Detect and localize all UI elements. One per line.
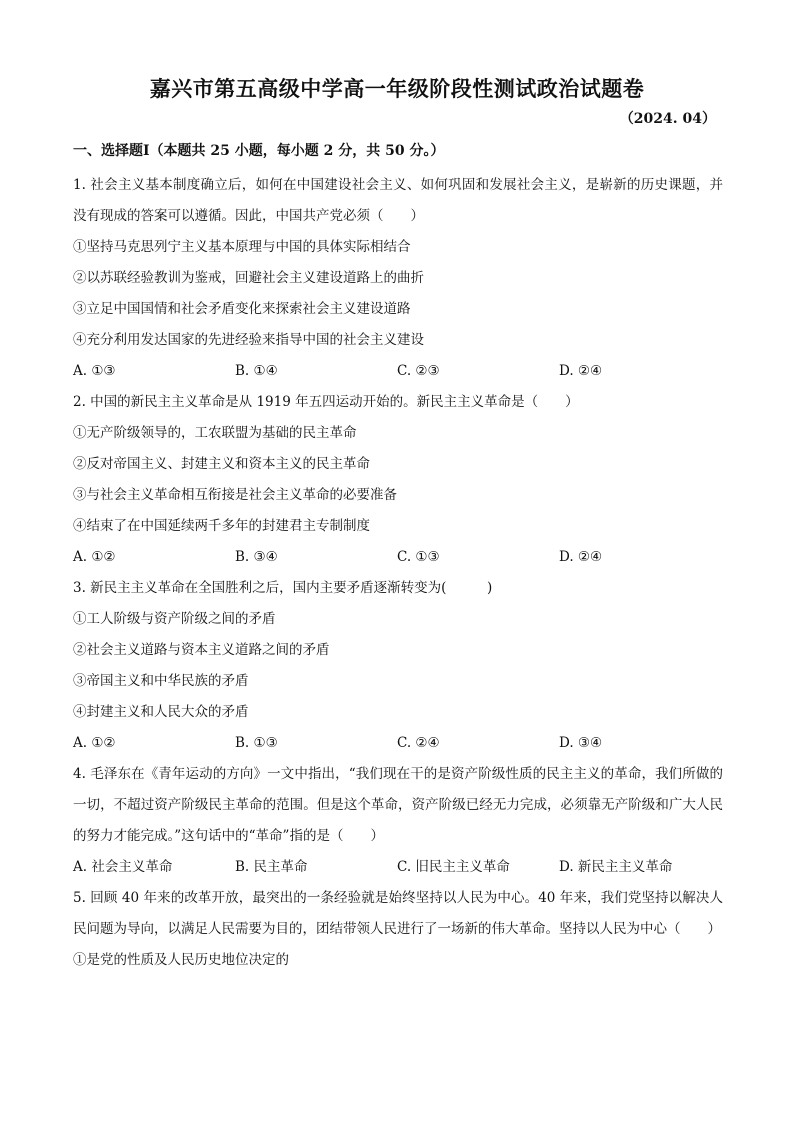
statement-option: ①是党的性质及人民历史地位决定的	[73, 952, 289, 968]
statement-option: ①坚持马克思列宁主义基本原理与中国的具体实际相结合	[73, 239, 411, 255]
answer-choice: B. ①③	[235, 735, 278, 751]
statement-option: ②以苏联经验教训为鉴戒，回避社会主义建设道路上的曲折	[73, 270, 424, 286]
question-4	[73, 759, 723, 883]
answer-choice: C. ①③	[397, 549, 440, 565]
answer-choices	[73, 542, 723, 573]
question-3	[73, 573, 723, 759]
question-stem: 5. 回顾 40 年来的改革开放，最突出的一条经验就是始终坚持以人民为中心。40 年来，我们党坚持以解决人民问题为导向，以满足人民需要为目的，团结带领人民进行了一场新的伟大革命。坚持以人民为中心（ ）	[73, 890, 723, 937]
statement-option: ②社会主义道路与资本主义道路之间的矛盾	[73, 642, 330, 658]
answer-choice: B. 民主革命	[235, 859, 308, 875]
statement-option: ①工人阶级与资产阶级之间的矛盾	[73, 611, 276, 627]
answer-choice: D. ③④	[559, 735, 603, 751]
question-5	[73, 883, 723, 976]
answer-choice: A. ①②	[73, 735, 116, 751]
section-heading: 一、选择题Ⅰ（本题共 25 小题，每小题 2 分，共 50 分。）	[73, 143, 445, 159]
answer-choice: A. ①②	[73, 549, 116, 565]
statement-option: ③与社会主义革命相互衔接是社会主义革命的必要准备	[73, 487, 397, 503]
answer-choice: D. ②④	[559, 549, 603, 565]
question-stem: 1. 社会主义基本制度确立后，如何在中国建设社会主义、如何巩固和发展社会主义，是崭新的历史课题，并没有现成的答案可以遵循。因此，中国共产党必须（ ）	[73, 177, 723, 224]
question-stem: 3. 新民主主义革命在全国胜利之后，国内主要矛盾逐渐转变为( )	[73, 580, 493, 596]
answer-choice: D. ②④	[559, 363, 603, 379]
question-stem: 2. 中国的新民主主义革命是从 1919 年五四运动开始的。新民主主义革命是（ ）	[73, 394, 579, 410]
statement-option: ④充分利用发达国家的先进经验来指导中国的社会主义建设	[73, 332, 424, 348]
question-2	[73, 387, 723, 573]
statement-option: ④封建主义和人民大众的矛盾	[73, 704, 249, 720]
answer-choice: D. 新民主主义革命	[559, 859, 673, 875]
statement-option: ④结束了在中国延续两千多年的封建君主专制制度	[73, 518, 370, 534]
question-1	[73, 170, 723, 387]
question-stem: 4. 毛泽东在《青年运动的方向》一文中指出，“我们现在干的是资产阶级性质的民主主义的革命，我们所做的一切，不超过资产阶级民主革命的范围。但是这个革命，资产阶级已经无力完成，必须靠无产阶级和广大人民的努力才能完成。”这句话中的“革命”指的是（ ）	[73, 766, 723, 844]
answer-choices	[73, 356, 723, 387]
question-list	[73, 170, 723, 976]
statement-option: ①无产阶级领导的，工农联盟为基础的民主革命	[73, 425, 357, 441]
answer-choice: B. ③④	[235, 549, 278, 565]
statement-option: ③帝国主义和中华民族的矛盾	[73, 673, 249, 689]
answer-choices	[73, 728, 723, 759]
answer-choice: C. 旧民主主义革命	[397, 859, 510, 875]
exam-date: （2024. 04）	[619, 111, 716, 127]
statement-option: ②反对帝国主义、封建主义和资本主义的民主革命	[73, 456, 370, 472]
statement-option: ③立足中国国情和社会矛盾变化来探索社会主义建设道路	[73, 301, 411, 317]
page-title: 嘉兴市第五高级中学高一年级阶段性测试政治试题卷	[149, 76, 645, 101]
answer-choice: A. 社会主义革命	[73, 859, 173, 875]
answer-choice: C. ②④	[397, 735, 440, 751]
answer-choice: C. ②③	[397, 363, 440, 379]
answer-choices	[73, 852, 723, 883]
answer-choice: A. ①③	[73, 363, 116, 379]
answer-choice: B. ①④	[235, 363, 278, 379]
